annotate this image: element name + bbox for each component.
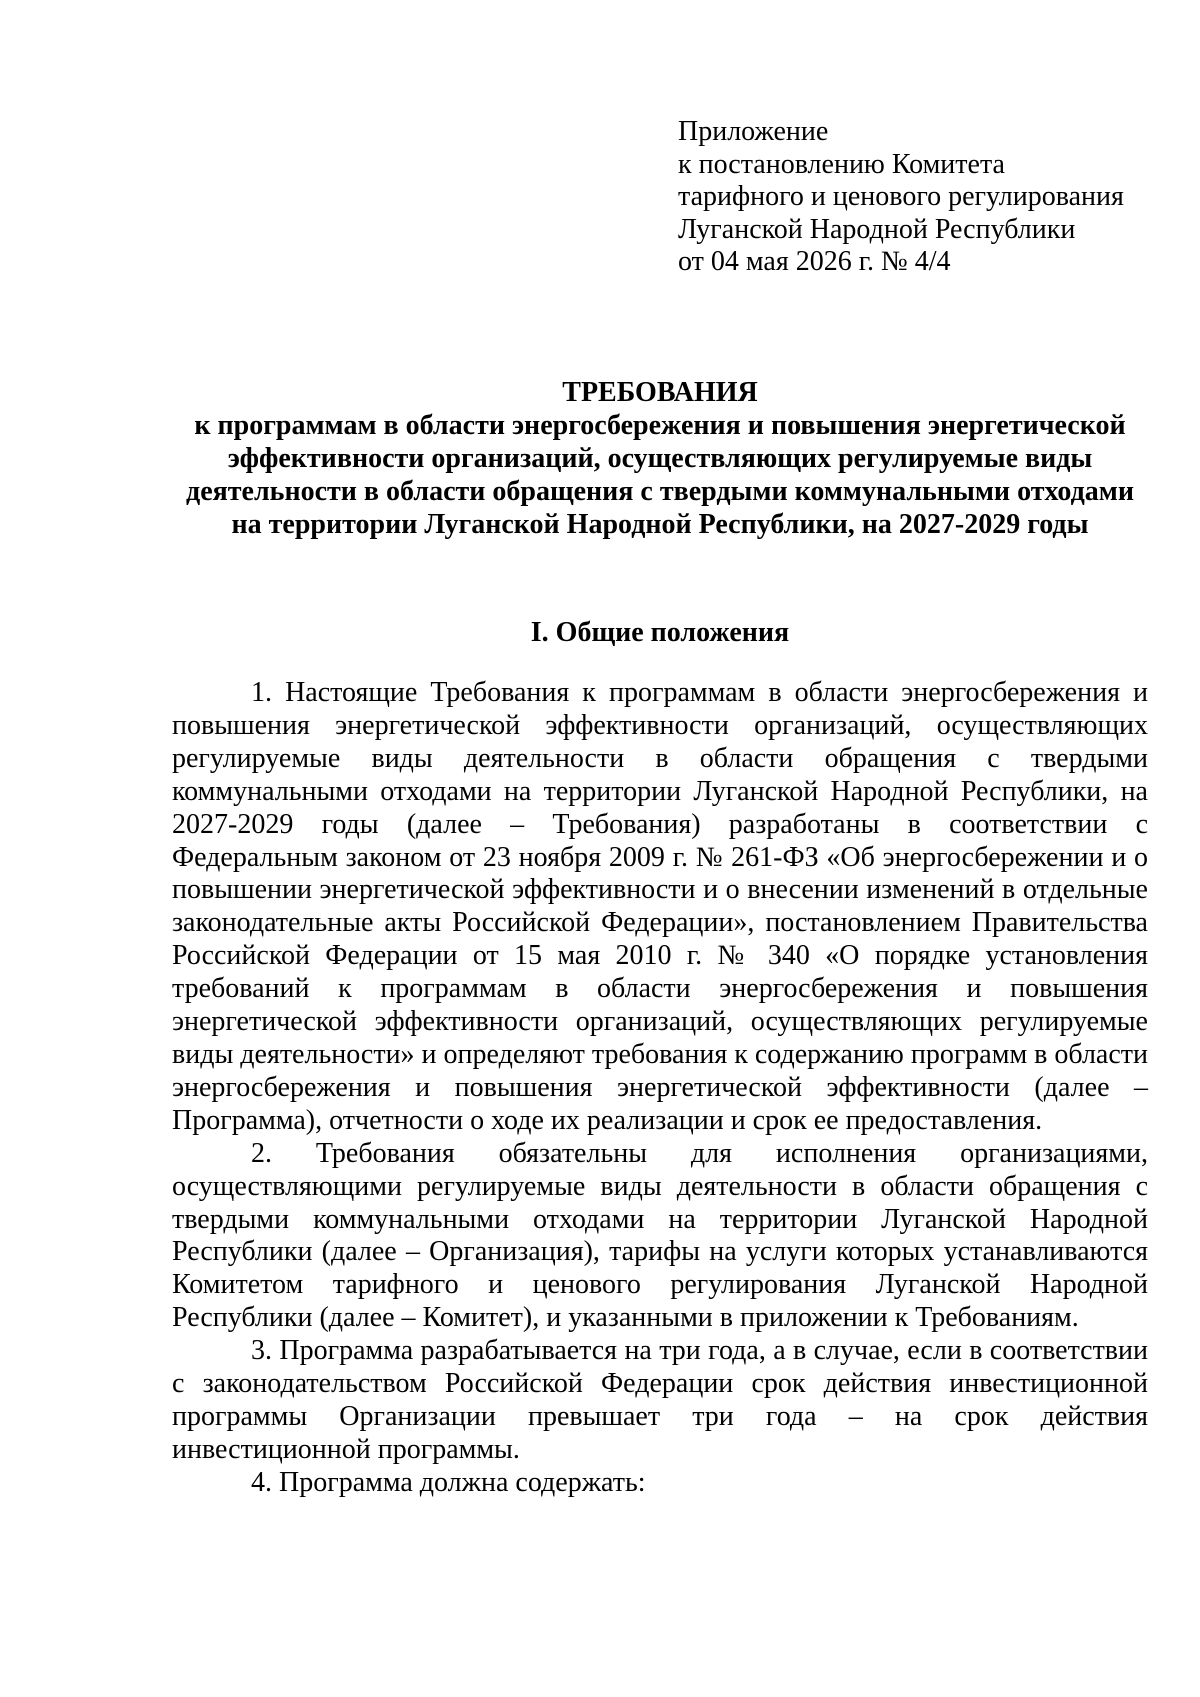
title-subtitle-line: эффективности организаций, осуществляющих регулируемые виды [227,443,1093,474]
title-subtitle-line: к программам в области энергосбережения и повышения энергетической [194,410,1126,441]
paragraph-1: 1. Настоящие Требования к программам в области энергосбережения и повышения энергетической эффективности организаций, осуществляющих регулируемые виды деятельности в области обращения с твердыми коммунальными отходами на территории Луганской Народной Республики, на 2027-2029 годы (далее – Требования) разработаны в соответствии с Федеральным законом от 23 ноября 2009 г. № 261-ФЗ «Об энергосбережении и о повышении энергетической эффективности и о внесении изменений в отдельные законодательные акты Российской Федерации», постановлением Правительства Российской Федерации от 15 мая 2010 г. № 340 «О порядке установления требований к программам в области энергосбережения и повышения энергетической эффективности организаций, осуществляющих регулируемые виды деятельности» и определяют требования к содержанию программ в области энергосбережения и повышения энергетической эффективности (далее – Программа), отчетности о ходе их реализации и срок ее предоставления. [172,677,1148,1136]
appendix-republic-line: Луганской Народной Республики [678,213,1076,245]
paragraph-2: 2. Требования обязательны для исполнения организациями, осуществляющими регулируемые виды деятельности в области обращения с твердыми коммунальными отходами на территории Луганской Народной Республики (далее – Организация), тарифы на услуги которых устанавливаются Комитетом тарифного и ценового регулирования Луганской Народной Республики (далее – Комитет), и указанными в приложении к Требованиям. [172,1137,1148,1334]
appendix-resolution-ref: к постановлению Комитета [678,148,1005,180]
appendix-committee-line: тарифного и ценового регулирования [678,181,1124,212]
appendix-header [678,116,1124,279]
paragraph-3: 3. Программа разрабатывается на три года, а в случае, если в соответствии с законодательством Российской Федерации срок действия инвестиционной программы Организации превышает три года – на срок действия инвестиционной программы. [172,1335,1148,1465]
title-subtitle-line: деятельности в области обращения с твердыми коммунальными отходами [186,476,1134,507]
document-body [172,677,1148,1500]
paragraph-4: 4. Программа должна содержать: [251,1466,646,1498]
title-subtitle-line: на территории Луганской Народной Республики, на 2027-2029 годы [231,509,1089,540]
section-heading: I. Общие положения [530,617,790,648]
appendix-date-number: от 04 мая 2026 г. № 4/4 [678,246,951,277]
appendix-label: Приложение [678,116,829,147]
title-heading: ТРЕБОВАНИЯ [562,377,758,408]
document-title [172,376,1148,541]
